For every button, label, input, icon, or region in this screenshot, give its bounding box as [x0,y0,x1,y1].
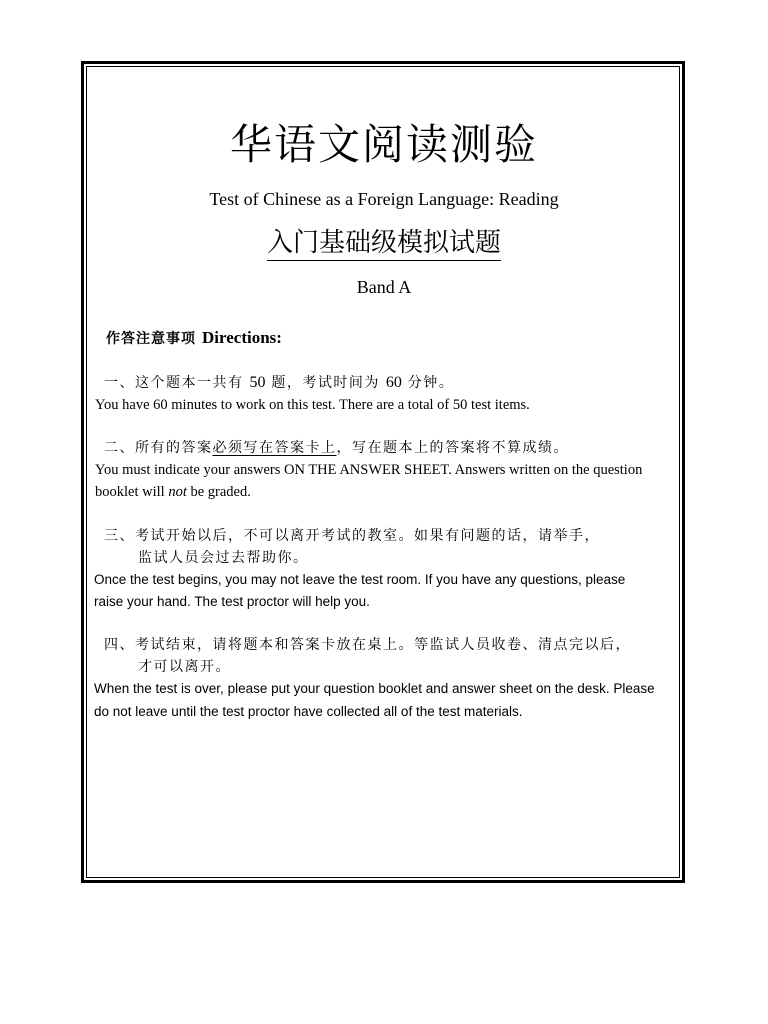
title-en: Test of Chinese as a Foreign Language: Reading [209,189,559,209]
item-4-en-line-1: When the test is over, please put your question booklet and answer sheet on the desk. Please [94,681,655,696]
item-1-zh-part-a: 一、这个题本一共有 [104,375,250,391]
item-1-zh-num-items: 50 [249,374,266,391]
item-2-en-part-b: be graded. [186,484,251,500]
item-2-zh [104,441,569,455]
item-2-en-line-1: You must indicate your answers ON THE ANSWER SHEET. Answers written on the question [95,462,643,478]
directions-heading [106,329,282,347]
item-4-zh-line-1: 四、考试结束，请将题本和答案卡放在桌上。等监试人员收卷、清点完以后， [104,637,631,653]
band-label: Band A [356,277,412,297]
item-1-zh [104,375,454,391]
level-title-zh-text: 入门基础级模拟试题 [267,228,501,261]
item-2-zh-part-a: 二、所有的答案 [104,440,213,456]
level-title-zh [0,230,768,256]
item-3-zh-line-2: 监试人员会过去帮助你。 [138,550,309,566]
item-1-zh-part-c: 分钟。 [401,375,455,391]
main-title-zh: 华语文阅读测验 [229,120,538,169]
item-1-en: You have 60 minutes to work on this test. There are a total of 50 test items. [95,397,530,413]
item-4-zh-line-2: 才可以离开。 [138,659,231,675]
item-3-en-line-1: Once the test begins, you may not leave the test room. If you have any questions, please [94,572,626,587]
item-2-en-italic: not [168,484,187,500]
directions-heading-en: Directions: [202,328,282,347]
item-2-en-part-a: booklet will [95,484,169,500]
item-2-zh-part-b: ，写在题本上的答案将不算成绩。 [336,440,569,456]
directions-heading-zh: 作答注意事项 [106,331,196,347]
item-3-en-line-2: raise your hand. The test proctor will help you. [94,594,370,609]
item-3-zh-line-1: 三、考试开始以后，不可以离开考试的教室。如果有问题的话，请举手， [104,528,600,544]
item-2-zh-underlined: 必须写在答案卡上 [212,440,337,456]
item-1-zh-part-b: 题，考试时间为 [265,375,386,391]
item-1-zh-num-minutes: 60 [385,374,402,391]
item-2-en-line-2 [95,485,251,500]
item-4-en-line-2: do not leave until the test proctor have collected all of the test materials. [94,704,523,719]
